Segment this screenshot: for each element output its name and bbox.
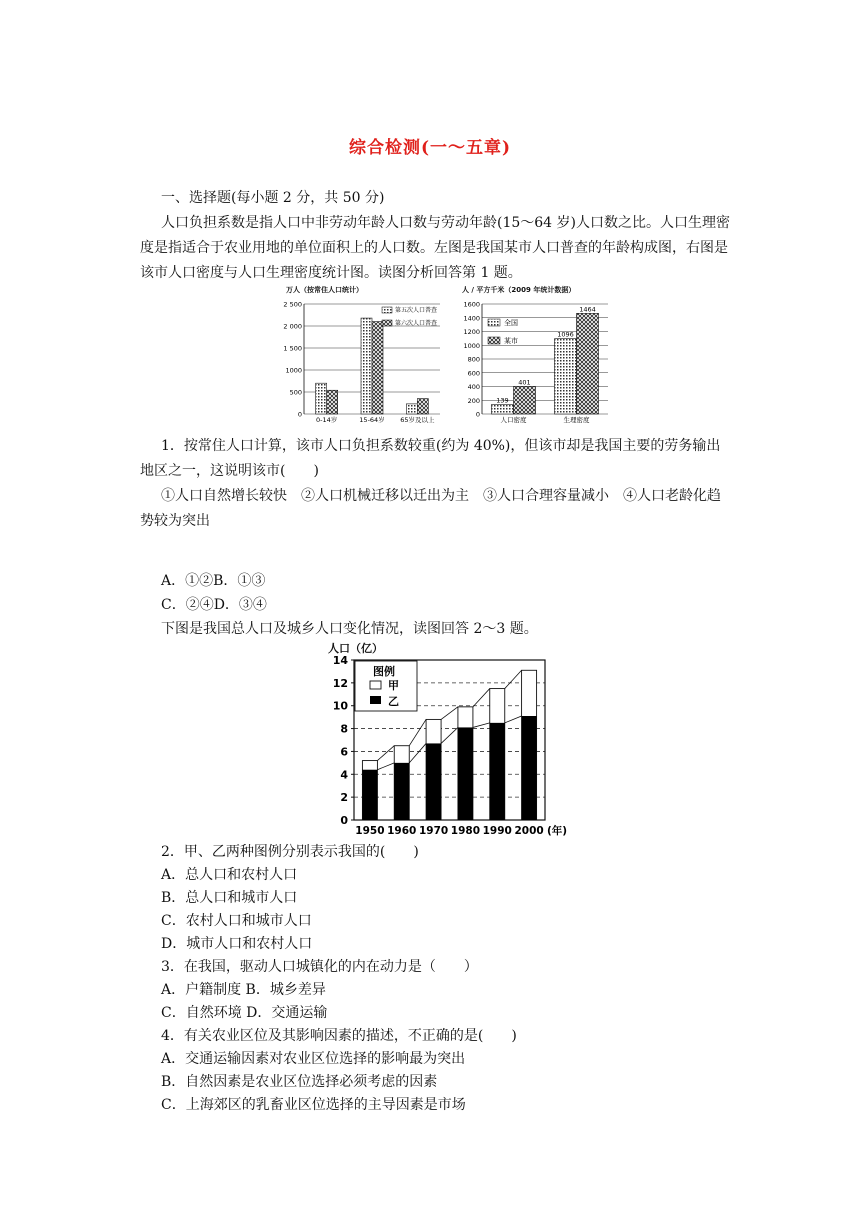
q2-option-b: B．总人口和城市人口 bbox=[161, 890, 298, 906]
chart3-connector-yi bbox=[377, 763, 394, 770]
chart2-category-label: 人口密度 bbox=[500, 416, 527, 424]
chart3-connector-yi bbox=[473, 723, 490, 728]
chart2-ytick-label: 1000 bbox=[463, 341, 480, 350]
chart2-data-label: 1096 bbox=[557, 330, 574, 339]
chart1-legend-label: 第五次人口普查 bbox=[395, 307, 438, 314]
q1-stem: 1．按常住人口计算，该市人口负担系数较重(约为 40%)，但该市却是我国主要的劳务输出地区之一，这说明该市( ) bbox=[140, 438, 721, 479]
chart2-legend-label: 全国 bbox=[504, 319, 518, 327]
chart2-bar bbox=[577, 313, 599, 414]
chart3-bar-yi bbox=[490, 723, 505, 820]
population-chart bbox=[320, 640, 568, 838]
chart3-legend-swatch-jia bbox=[370, 681, 381, 689]
chart2-legend-label: 某市 bbox=[504, 337, 518, 345]
chart2-data-label: 139 bbox=[496, 396, 509, 405]
chart3-bar-yi bbox=[394, 763, 409, 820]
chart1-legend-label: 第六次人口普查 bbox=[395, 320, 438, 327]
chart3-category-label: 1990 bbox=[482, 825, 512, 837]
q2-option-c: C．农村人口和城市人口 bbox=[161, 913, 312, 929]
chart2-ytick-label: 400 bbox=[467, 383, 480, 391]
chart2-bar bbox=[492, 404, 514, 414]
density-chart bbox=[458, 282, 618, 430]
chart3-plot bbox=[333, 654, 567, 837]
chart3-ytick-label: 6 bbox=[340, 745, 348, 759]
chart1-ytick-label: 1000 bbox=[285, 366, 302, 375]
chart3-ytick-label: 0 bbox=[340, 814, 348, 827]
chart3-connector-yi bbox=[441, 727, 458, 743]
chart3-legend-label-jia: 甲 bbox=[388, 679, 399, 692]
chart3-legend-swatch-yi bbox=[370, 696, 381, 704]
age-structure-chart bbox=[282, 282, 452, 430]
q3-option-ab: A．户籍制度 B．城乡差异 bbox=[161, 982, 326, 998]
chart3-bar-yi bbox=[362, 770, 377, 820]
chart1-legend-swatch bbox=[382, 307, 392, 313]
chart3-category-label: 1970 bbox=[418, 825, 449, 837]
chart1-bar bbox=[327, 390, 338, 414]
chart1-ytick-label: 500 bbox=[289, 388, 302, 397]
chart3-category-label: 1950 bbox=[355, 825, 385, 837]
q2-option-a: A．总人口和农村人口 bbox=[161, 867, 298, 883]
chart3-connector-jia bbox=[473, 689, 490, 707]
chart2-data-label: 401 bbox=[518, 378, 531, 387]
q2-stem: 2．甲、乙两种图例分别表示我国的( ) bbox=[161, 844, 419, 860]
chart2-ytick-label: 200 bbox=[467, 396, 480, 405]
chart3-connector-jia bbox=[441, 707, 458, 720]
chart1-bar bbox=[316, 383, 327, 414]
chart1-bar bbox=[372, 322, 383, 414]
chart2-ytick-label: 1400 bbox=[463, 314, 480, 323]
q1-options-text: ①人口自然增长较快 ②人口机械迁移以迁出为主 ③人口合理容量减小 ④人口老龄化趋势较为突出 bbox=[140, 488, 721, 529]
chart3-legend-label-yi: 乙 bbox=[388, 695, 399, 708]
chart2-ytick-label: 0 bbox=[475, 410, 480, 419]
chart2-ytick-label: 1200 bbox=[463, 328, 480, 336]
q4-stem: 4．有关农业区位及其影响因素的描述，不正确的是( ) bbox=[161, 1028, 517, 1044]
chart3-ytick-label: 10 bbox=[332, 699, 348, 713]
chart1-ytick-label: 1 500 bbox=[283, 344, 302, 353]
chart2-ytick-label: 1600 bbox=[463, 300, 480, 309]
q1-choice-ab: A．①②B．①③ bbox=[161, 573, 266, 589]
page-title: 综合检测(一～五章) bbox=[348, 138, 512, 158]
q2-option-d: D．城市人口和农村人口 bbox=[161, 936, 313, 952]
chart3-ylabel: 人口（亿） bbox=[328, 642, 383, 655]
chart2-category-label: 生理密度 bbox=[563, 416, 590, 424]
q4-option-c: C．上海郊区的乳畜业区位选择的主导因素是市场 bbox=[161, 1097, 466, 1113]
chart3-legend-title: 图例 bbox=[373, 665, 395, 678]
chart3-category-label: 1960 bbox=[387, 825, 417, 837]
chart2-ytick-label: 800 bbox=[467, 355, 480, 364]
chart1-category-label: 0-14岁 bbox=[316, 416, 338, 424]
chart1-ylabel: 万人（按常住人口统计） bbox=[286, 286, 363, 294]
chart3-connector-yi bbox=[505, 716, 522, 723]
section-heading: 一、选择题(每小题 2 分，共 50 分) bbox=[161, 190, 385, 206]
chart1-ytick-label: 2 500 bbox=[283, 300, 302, 309]
chart3-bar-yi bbox=[522, 716, 537, 820]
chart3-ytick-label: 14 bbox=[332, 654, 348, 667]
chart1-plot bbox=[283, 301, 440, 425]
chart1-legend-swatch bbox=[382, 320, 392, 326]
chart1-bar bbox=[361, 318, 372, 414]
q4-option-b: B．自然因素是农业区位选择必须考虑的因素 bbox=[161, 1074, 438, 1090]
chart3-category-label: 1980 bbox=[450, 825, 481, 837]
q3-option-cd: C．自然环境 D．交通运输 bbox=[161, 1005, 328, 1021]
chart3-connector-yi bbox=[409, 743, 426, 762]
chart3-ytick-label: 12 bbox=[332, 676, 348, 690]
q1-choice-cd: C．②④D．③④ bbox=[161, 597, 267, 613]
chart1-bar bbox=[406, 404, 417, 414]
chart3-connector-jia bbox=[409, 719, 426, 745]
chart2-bar bbox=[555, 339, 577, 414]
chart2-plot bbox=[463, 301, 608, 425]
chart3-connector-jia bbox=[505, 670, 522, 688]
chart3-ytick-label: 8 bbox=[340, 722, 348, 736]
chart3-xlabel: (年) bbox=[547, 825, 568, 837]
q4-option-a: A．交通运输因素对农业区位选择的影响最为突出 bbox=[161, 1051, 466, 1067]
chart3-connector-jia bbox=[377, 746, 394, 761]
q3-stem: 3．在我国，驱动人口城镇化的内在动力是（ ） bbox=[161, 959, 478, 975]
chart3-category-label: 2000 bbox=[514, 825, 544, 837]
chart2-data-label: 1464 bbox=[579, 305, 596, 314]
intro-paragraph: 人口负担系数是指人口中非劳动年龄人口数与劳动年龄(15～64 岁)人口数之比。人口生理密度是指适合于农业用地的单位面积上的人口数。左图是我国某市人口普查的年龄构成图，右图是该市人口密度与人口生理密度统计图。读图分析回答第 1 题。 bbox=[140, 215, 731, 281]
intro2: 下图是我国总人口及城乡人口变化情况，读图回答 2～3 题。 bbox=[161, 621, 538, 637]
chart1-bar bbox=[417, 399, 428, 414]
chart2-bar bbox=[514, 386, 536, 414]
chart2-legend-swatch bbox=[488, 319, 500, 326]
chart3-ytick-label: 2 bbox=[340, 791, 348, 805]
chart2-legend-swatch bbox=[488, 337, 500, 344]
chart1-category-label: 65岁及以上 bbox=[400, 416, 435, 424]
chart1-ytick-label: 2 000 bbox=[283, 322, 302, 331]
chart3-bar-yi bbox=[426, 743, 441, 820]
chart3-ytick-label: 4 bbox=[340, 768, 348, 782]
chart3-bar-yi bbox=[458, 727, 473, 820]
chart1-ytick-label: 0 bbox=[297, 410, 302, 419]
chart2-ytick-label: 600 bbox=[467, 369, 480, 378]
chart2-ylabel: 人 / 平方千米（2009 年统计数据） bbox=[462, 286, 576, 294]
chart1-category-label: 15-64岁 bbox=[359, 416, 385, 424]
